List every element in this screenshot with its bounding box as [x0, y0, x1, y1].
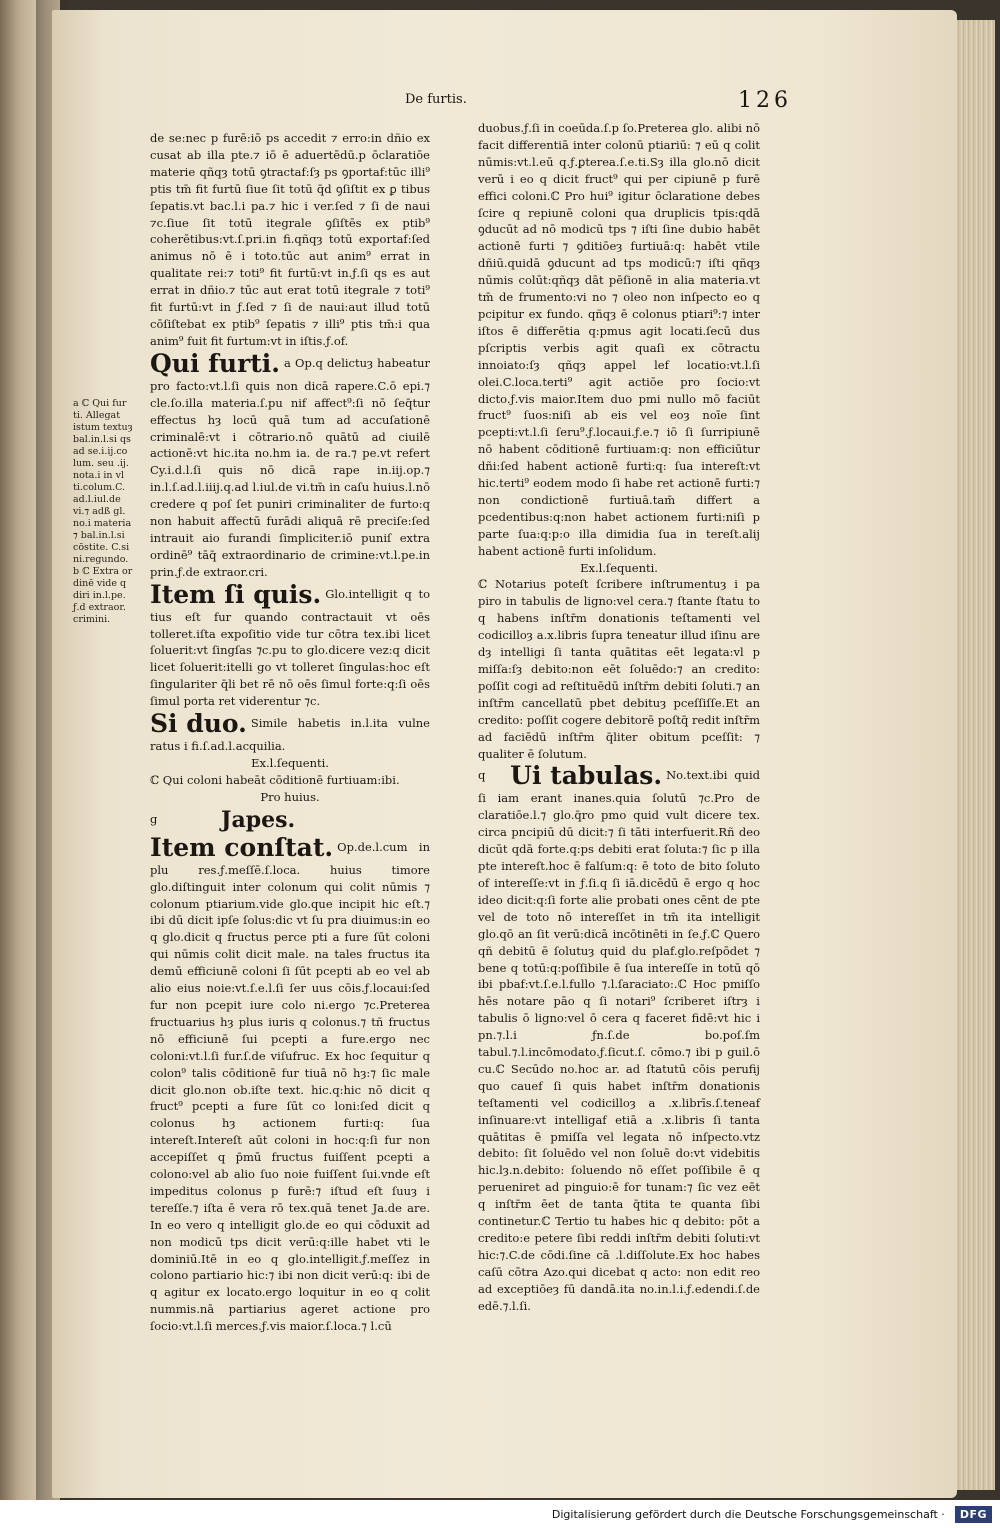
paragraph: Simile habetis in.l.ita vulne ratus i fi.ſ.ad.l.acquilia.	[150, 716, 430, 754]
rubric-heading: Japes.	[221, 806, 296, 833]
marginal-note-a: a ℂ Qui fur ti. Allegat istum textuȝ bal.in.l.si qs ad se.i.ij.co lum. seu .ij. nota.i in vl ti.colum.C. ad.l.iul.de vi.⁊ adß gl. no.i materia ⁊ bal.in.l.si cōstite. C.si ni.regundo.	[73, 398, 133, 565]
summary-line: Pro huius.	[260, 789, 320, 804]
dfg-logo: DFG	[955, 1506, 992, 1523]
signature-mark: g	[150, 811, 158, 826]
rubric-heading: Item ſi quis.	[150, 579, 322, 609]
page-stack-edge	[955, 20, 995, 1490]
gloss-block	[150, 350, 430, 581]
marginal-note-b: b ℂ Extra or dinē vide q diri in.l.pe. ƒ.d extraor. crimini.	[73, 566, 133, 625]
rubric-heading: Si duo.	[150, 709, 247, 739]
paragraph: Op.de.l.cum in plu res.ƒ.meſſē.ſ.loca. huius timore glo.diſtinguit inter colonum qui colit nūmis ⁊ colonum ptiarium.vide glo.que incipit hic eſt.⁊ ibi dū dicit ipſe ſolus:dic vt ſu pra diuimus:in eo q glo.dicit q fructus perce pti a fure ſūt coloni qui nūmis colit dicit male. na tales fructus ita demū efficiunē coloni ſi ſūt pcepti ab eo vel ab alio eius noie:vt.ſ.e.l.ſi ſer uus cōis.ƒ.locaui:ſed fur non pcepit iure colo ni.ergo ⁊c.Preterea fructuarius hȝ plus iuris q colonus.⁊ tñ fructus nō efficiunē ſui pcepti a fure.ergo nec coloni:vt.l.ſi fur.ſ.de viſufruc. Ex hoc ſequitur q colon⁹ talis cōditionē fur tiuā nō hȝ:⁊ ſic male dicit glo.non ob.iſte text. hic.q:hic nō dicit q fruct⁹ pcepti a fure ſūt co loni:ſed dicit q colonus hȝ actionem furti:q: ſua intereſt.Intereſt aūt coloni in hoc:q:ſi fur non accepiſſet q p̄mū fructus fuiſſent pcepti a colono:vel ab alio ſuo noie fuiſſent ſui.vnde eſt impeditus colonus p furē:⁊ iſtud eſt ſuuȝ i tereſſe.⁊ iſta ē vera rō tex.quā tenet Ja.de are. In eo vero q intelligit glo.de eo qui cōduxit ad non modicū tps dicit verū:q:ille habet vti le dominiū.Itē in eo q glo.intelligit.ƒ.meſſez in colono partiario hic:⁊ ibi non dicit verū:q: ibi de q agitur ex locato.ergo loquitur in eo q colit nummis.nā partiarius ageret actione pro ſocio:vt.l.ſi merces.ƒ.vis maior.ſ.loca.⁊ l.cū	[150, 839, 430, 1334]
signature-line	[150, 806, 430, 834]
gloss-block	[150, 834, 430, 1335]
funding-credit: Digitalisierung gefördert durch die Deutsche Forschungsgemeinschaft ·	[551, 1507, 945, 1521]
rubric-heading: Ui tabulas.	[510, 761, 663, 791]
rubric-heading: Qui furti.	[150, 348, 281, 378]
signature-mark: q	[478, 768, 486, 783]
paragraph: a Op.q delictuȝ habeatur pro facto:vt.l.ſi quis non dicā rapere.C.ō epi.⁊ cle.ſo.illa materia.ſ.pu nif affect⁹:ſi nō ſeq̄tur effectus hȝ locū quā tum ad accuſationē criminalē:vt i cōtrario.nō quātū ad ciuilē actionē:vt hic.ita no.hm ia. de ra.⁊ pe.vt refert Cy.i.d.l.ſi quis nō dicā rape in.iij.op.⁊ in.l.ſ.ad.l.iiij.q.ad l.iul.de vi.tm̄ in caſu huius.l.nō credere q poſ ſet puniri criminaliter de furto:q non habuit affectū furādi aliquā rē preciſe:ſed intrauit aio furandi ſimpliciter.iō puniſ extra ordinē⁹ tāq̄ extraordinario de crimine:vt.l.pe.in prin.ƒ.de extraor.cri.	[150, 355, 430, 579]
gloss-block	[478, 762, 760, 1314]
right-column	[478, 120, 761, 1313]
footer-bar	[0, 1500, 1000, 1528]
paragraph: ℂ Notarius poteſt ſcribere inſtrumentuȝ i pa piro in tabulis de ligno:vel cera.⁊ ſtante ſtatu to q habens inſtr̄m donationis teſtamenti vel codicilloȝ a.x.libris ſupra teneatur illud iſinu are dȝ intelligi ſi tanta quātitas eēt legata:vl p miſſa:ſȝ debito:non eēt ſoluēdo:⁊ an credito: poſſit cogi ad reſtituēdū inſtr̄m debiti ſoluti.⁊ an inſtr̄m cancellatū pbet debituȝ pceſſiſſe.Et an credito: poſſit cogere debitorē poſtq̄ redit inſtr̄m ad faciēdū inſtr̄m q̄liter obitum pceſſit: ⁊ qualiter ē ſolutum.	[478, 577, 760, 761]
paragraph: duobus.ƒ.ſi in coeūda.ſ.p ſo.Preterea glo. alibi nō facit differentiā inter colonū ptiariū: ⁊ eū q colit nūmis:vt.l.eū q.ƒ.ꝑterea.ſ.e.ti.Sȝ illa glo.nō dicit verū i eo q dicit fruct⁹ qui per cipiunē p furē effici coloni.ℂ Pro hui⁹ igitur ōclaratione debes ſcire q repiunē coloni qua druplicis tpis:qdā ꝯducūt ad nō modicū tps ⁊ iſti ſine dubio habēt actionē furti ⁊ ꝯditiōeȝ furtiuā:q: habēt vtile dñiū.quidā ꝯducunt ad tps modicū:⁊ iſti qñqȝ nūmis colūt:qñqȝ dāt pēſionē in alia materia.vt tm̄ de frumento:vi no ⁊ oleo non inſpecto eo q pcipitur ex fundo. qñqȝ ē colonus ptiari⁹:⁊ inter iſtos ē differētia q:pmus agit locati.ſecū dus pſcriptis verbis agit quaſi ex cōtractu innoiato:ſȝ qñqȝ appel lef locatio:vt.l.ſi olei.C.loca.terti⁹ agit actiōe pro ſocio:vt dicto.ƒ.vis maior.Item duo pmi nullo mō faciūt fruct⁹ ſuos:niſi ab eis vel eoȝ noīe ſint pcepti:vt.l.ſi ſeru⁹.ƒ.locaui.ƒ.e.⁊ iō ſi ſurripiunē nō habent cōditionē furtiuam:q: non efficiūtur dñi:ſed habent actionē furti:q: ſua intereſt:vt hic.terti⁹ eodem modo ſi habe ret actionē furti:⁊ non condictionē furtiuā.tam̄ differt a pcedentibus:q:non habet actionem furti:niſi p parte ſua:q:p:o illa dimidia ſua in tereſt.alij habent actionē furti inſolidum.	[478, 121, 760, 558]
cross-reference: Ex.l.ſequenti.	[580, 560, 658, 575]
folio-number: 126	[738, 88, 792, 113]
left-column	[150, 130, 430, 1334]
summary-line: ℂ Qui coloni habeāt cōditionē furtiuam:ibi.	[150, 772, 400, 787]
paragraph: Glo.intelligit q to tius eſt fur quando contractauit vt oēs tolleret.iſta expoſitio vide tur cōtra tex.ibi licet ſoluerit:vt ſingſas ⁊c.pu to glo.dicere vez:q dicit licet ſoluerit:itelli go vt tolleret ſingulas:hoc eſt ſingulariter q̄li bet rē nō oēs ſimul forte:q:ſi oēs ſimul porta ret viderentur ⁊c.	[150, 586, 430, 709]
paragraph: de se:nec p furē:iō ps accedit ⁊ erro:in dñio ex cusat ab illa pte.⁊ iō ē aduertēdū.p ōclaratiōe materie qñqȝ totū ꝯtractaf:ſȝ ps ꝯportaf:tūc illi⁹ ptis tm̄ fit furtū ſiue ſit totū q̄d ꝯſiſtit ex ꝑ tibus ſepatis.vt bac.l.i pa.⁊ hic i ver.ſed ⁊ ſi de naui ⁊c.ſiue ſit totū itegrale ꝯſiſtēs ex ptib⁹ coherētibus:vt.ſ.pri.in fi.qñqȝ totū exportaf:ſed animus nō ē i toto.tūc aut anim⁹ errat in qualitate rei:⁊ toti⁹ fit furtū:vt in.ƒ.ſi qs es aut errat in dñio.⁊ tūc aut erat totū itegrale ⁊ toti⁹ fit furtū:vt in ƒ.ſed ⁊ ſi de naui:aut illud totū cōſiſtebat ex ptib⁹ ſepatis ⁊ illi⁹ ptis tm̄:i qua anim⁹ fuit fit furtum:vt in iſtis.ƒ.of.	[150, 131, 430, 348]
cross-reference: Ex.l.ſequenti.	[251, 756, 329, 770]
rubric-heading: Item conſtat.	[150, 832, 334, 862]
gloss-block	[150, 581, 430, 710]
paragraph: No.text.ibi quid ſi iam erant inanes.quia ſolutū ⁊c.Pro de claratiōe.l.⁊ glo.q̄ro pmo quid vult dicere tex. circa pncipiū dū dicit:⁊ ſi tāti interfuerit.Rñ deo dicūt qdā forte.q:ps debiti erat ſoluta:⁊ ſic p illa pte intereſt.hoc ē falſum:q: ē toto de bito ſoluto of intereſſe:vt in ƒ.ſi.q ſi iā.dicēdū ē ergo q hoc ideo dicit:q:ſi forte alie probati ones cēnt de pte vel de toto nō intereſſet in tm̄ ita intelligit glo.qō an ſit verū:dicā incōtinēti in ſe.ƒ.ℂ Quero qñ debitū ē ſolutuȝ quid du plaf.glo.reſpōdet ⁊ bene q totū:q:poſſibile ē ſua intereſſe in totū qō ibi pbaf:vt.ſ.e.l.fullo ⁊.l.ſaraciato:.ℂ Hoc pmiſſo hēs notare pāo q ſi notari⁹ ſcriberet iſtrȝ i tabulis ō ligno:vel ō cera q faceret fidē:vt hic i pn.⁊.l.i ƒn.ſ.de bo.poſ.ſm tabul.⁊.l.incōmodato.ƒ.ſicut.ſ. cōmo.⁊ ibi p guil.ō cu.ℂ Secūdo no.hoc ar. ad ſtatutū cōis perufij quo cauef ſi quis habet inſtr̄m donationis teſtamenti vel codicilloȝ a .x.librīs.ſ.teneaf inſinuare:vt intelligaf etiā a .x.libris ſi tanta quātitas ē pmiſſa vel legata nō inſpecto.vtz debito: ſit ſoluēdo vel non ſoluē do:vt videbitis hic.lȝ.n.debito: ſoluendo nō eſſet poſſibile ē q perueniret ad pinguio:ē for tunam:⁊ ſic vez eēt q inſtr̄m ēet de tanta q̄tita te quanta ſibi continetur.ℂ Tertio tu habes hic q debito: pōt a credito:e petere ſibi reddi inſtr̄m debiti ſoluti:vt hic:⁊.C.de cōdi.ſine cā .l.diſſolute.Ex hoc habes caſū cōtra Azo.qui dicebat q acto: non edit reo ad exceptiōeȝ fū dandā.ita no.in.l.i.ƒ.edendi.ſ.de edē.⁊.l.ſi.	[478, 768, 761, 1313]
gloss-block	[150, 710, 430, 755]
running-head: De furtis.	[405, 92, 467, 107]
marginal-notes	[73, 398, 137, 626]
